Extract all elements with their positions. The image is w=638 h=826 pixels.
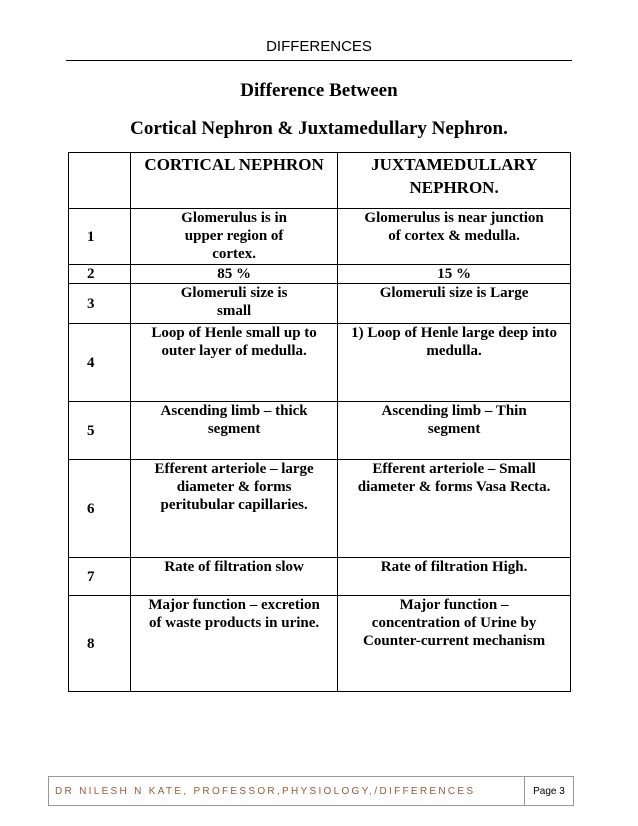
juxtamedullary-cell: Rate of filtration High. xyxy=(338,558,571,596)
row-number: 8 xyxy=(69,596,131,692)
row-number: 6 xyxy=(69,460,131,558)
juxtamedullary-cell: Glomerulus is near junction of cortex & medulla. xyxy=(338,209,571,265)
row-number: 3 xyxy=(69,284,131,324)
table-row xyxy=(69,558,571,596)
juxtamedullary-cell: 15 % xyxy=(338,265,571,284)
cortical-cell: Glomeruli size is small xyxy=(131,284,338,324)
column-header-cortical: CORTICAL NEPHRON xyxy=(131,153,338,209)
row-number: 7 xyxy=(69,558,131,596)
cortical-cell: Ascending limb – thick segment xyxy=(131,402,338,460)
title-line-2: Cortical Nephron & Juxtamedullary Nephron. xyxy=(130,118,508,139)
page-footer xyxy=(48,776,574,806)
cortical-cell: 85 % xyxy=(131,265,338,284)
header-empty-cell xyxy=(69,153,131,209)
table-row xyxy=(69,209,571,265)
juxtamedullary-cell: Efferent arteriole – Small diameter & forms Vasa Recta. xyxy=(338,460,571,558)
table-row xyxy=(69,284,571,324)
cortical-cell: Efferent arteriole – large diameter & forms peritubular capillaries. xyxy=(131,460,338,558)
difference-table xyxy=(68,152,571,692)
row-number: 1 xyxy=(69,209,131,265)
page-header: DIFFERENCES xyxy=(266,38,372,55)
juxtamedullary-cell: Glomeruli size is Large xyxy=(338,284,571,324)
cortical-cell: Major function – excretion of waste products in urine. xyxy=(131,596,338,692)
juxtamedullary-cell: Ascending limb – Thin segment xyxy=(338,402,571,460)
page-number: Page 3 xyxy=(524,777,573,805)
row-number: 2 xyxy=(69,265,131,284)
cortical-cell: Loop of Henle small up to outer layer of medulla. xyxy=(131,324,338,402)
table-row xyxy=(69,324,571,402)
cortical-cell: Rate of filtration slow xyxy=(131,558,338,596)
juxtamedullary-cell: Major function – concentration of Urine by Counter-current mechanism xyxy=(338,596,571,692)
cortical-cell: Glomerulus is in upper region of cortex. xyxy=(131,209,338,265)
table-row xyxy=(69,265,571,284)
row-number: 5 xyxy=(69,402,131,460)
column-header-juxtamedullary: JUXTAMEDULLARY NEPHRON. xyxy=(338,153,571,209)
table-row xyxy=(69,402,571,460)
juxtamedullary-cell: 1) Loop of Henle large deep into medulla. xyxy=(338,324,571,402)
table-row xyxy=(69,460,571,558)
title-line-1: Difference Between xyxy=(240,80,398,101)
header-divider xyxy=(66,60,572,61)
row-number: 4 xyxy=(69,324,131,402)
table-header-row xyxy=(69,153,571,209)
footer-author-text: DR NILESH N KATE, PROFESSOR,PHYSIOLOGY,/DIFFERENCES xyxy=(55,785,476,797)
table-row xyxy=(69,596,571,692)
